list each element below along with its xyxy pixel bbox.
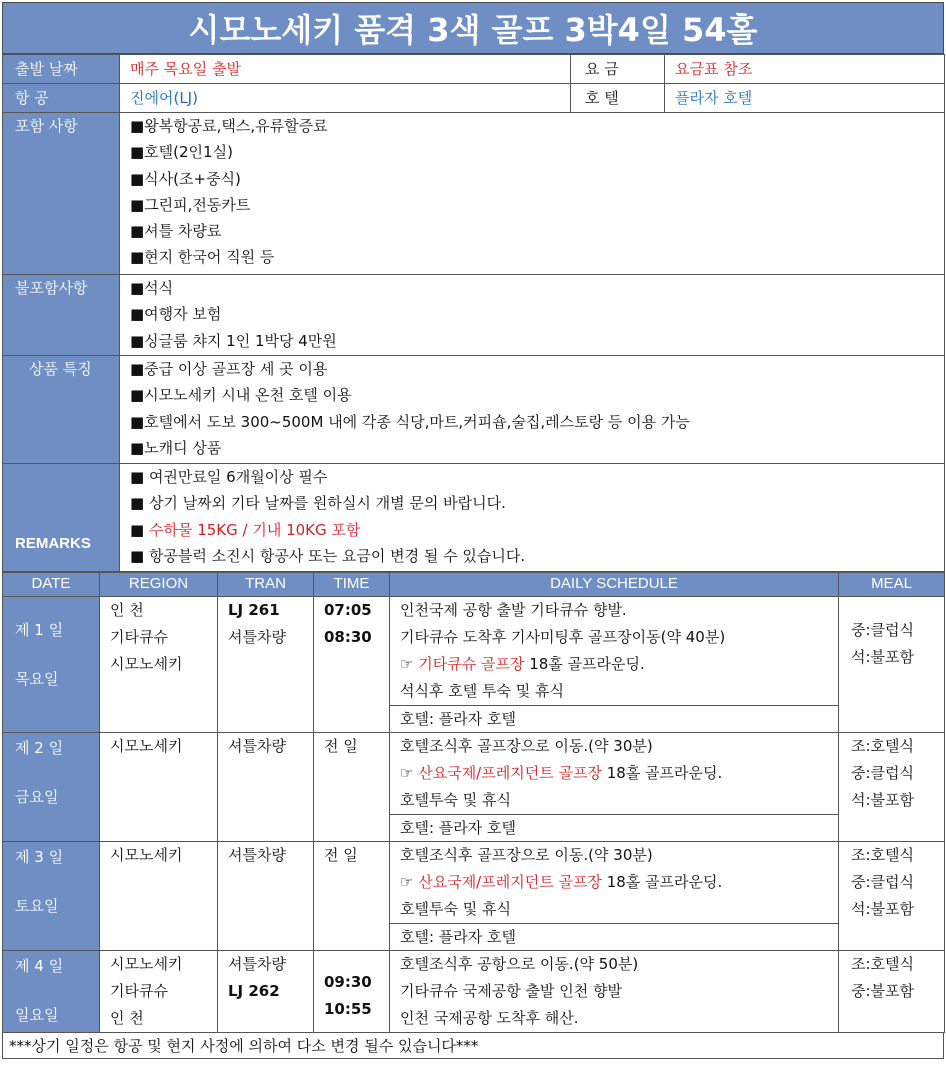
airline-value: 진에어(LJ) — [120, 84, 571, 113]
day1-tran — [218, 597, 314, 733]
day1-time — [314, 597, 390, 733]
time-line: 09:30 — [324, 973, 372, 991]
time-line: 08:30 — [324, 628, 372, 646]
region-line: 시모노세키 — [110, 955, 183, 973]
day3-schedule — [390, 842, 839, 951]
col-region: REGION — [100, 573, 218, 597]
day4-region — [100, 951, 218, 1033]
golf-line — [390, 651, 838, 678]
excluded-item: ■석식 — [130, 279, 174, 297]
hotel-line: 호텔: 플라자 호텔 — [390, 923, 838, 950]
included-label: 포함 사항 — [3, 113, 120, 275]
region-line: 시모노세키 — [110, 655, 183, 673]
included-item: ■셔틀 차량료 — [130, 222, 222, 241]
schedule-row-day3 — [3, 842, 945, 951]
region-line: 기타큐슈 — [110, 982, 168, 1000]
day4-tran — [218, 951, 314, 1033]
region-line: 시모노세키 — [110, 737, 183, 755]
golf-course: 산요국제/프레지던트 골프장 — [418, 764, 602, 782]
included-list — [120, 113, 945, 275]
included-item: ■식사(조+중식) — [130, 169, 241, 188]
region-line: 기타큐슈 — [110, 628, 168, 646]
schedule-header — [3, 573, 945, 597]
day2-tran — [218, 733, 314, 842]
time-line: 전 일 — [324, 846, 358, 864]
schedule-line: 기타큐슈 국제공항 출발 인천 향발 — [400, 982, 622, 1000]
day1-region — [100, 597, 218, 733]
schedule-table — [2, 572, 945, 1033]
col-tran: TRAN — [218, 573, 314, 597]
remark-item: ■ 항공블럭 소진시 항공사 또는 요금이 변경 될 수 있습니다. — [130, 546, 526, 565]
fee-value: 요금표 참조 — [665, 55, 945, 84]
day3-cell — [3, 842, 100, 951]
schedule-row-day4 — [3, 951, 945, 1033]
feature-item: ■호텔에서 도보 300~500M 내에 각종 식당,마트,커피숍,술집,레스토랑 등 이용 가능 — [130, 412, 690, 431]
golf-rounds: 18홀 골프라운딩. — [601, 873, 723, 891]
day3-weekday: 토요일 — [15, 897, 59, 915]
day2-meal — [839, 733, 945, 842]
meal-line: 석:불포함 — [851, 648, 915, 666]
itinerary-page — [2, 2, 944, 1059]
day4-cell — [3, 951, 100, 1033]
schedule-line: 석식후 호텔 투숙 및 휴식 — [400, 682, 564, 700]
meal-line: 중:클럽식 — [851, 621, 915, 639]
golf-line — [390, 760, 838, 787]
golf-course: 산요국제/프레지던트 골프장 — [418, 873, 602, 891]
schedule-line: 기타큐슈 도착후 기사미팅후 골프장이동(약 40분) — [400, 628, 726, 646]
features-list — [120, 356, 945, 464]
day1-cell — [3, 597, 100, 733]
schedule-row-day1 — [3, 597, 945, 733]
hotel-value: 플라자 호텔 — [665, 84, 945, 113]
schedule-line: 호텔조식후 공항으로 이동.(약 50분) — [400, 955, 639, 973]
day4-schedule — [390, 951, 839, 1033]
day3-label: 제 3 일 — [15, 848, 64, 866]
excluded-list — [120, 275, 945, 356]
transport: 셔틀차량 — [228, 955, 286, 973]
schedule-line: 호텔투숙 및 휴식 — [400, 900, 511, 918]
day4-meal — [839, 951, 945, 1033]
included-item: ■호텔(2인1실) — [130, 143, 233, 162]
golf-rounds: 18홀 골프라운딩. — [601, 764, 723, 782]
pointing-hand-icon: ☞ — [400, 764, 419, 782]
flight-number: LJ 261 — [228, 601, 280, 619]
golf-course: 기타큐슈 골프장 — [418, 655, 525, 673]
feature-item: ■중급 이상 골프장 세 곳 이용 — [130, 360, 328, 378]
col-date: DATE — [3, 573, 100, 597]
remark-bullet: ■ — [130, 520, 149, 539]
excluded-item: ■여행자 보험 — [130, 305, 222, 324]
meal-line: 중:클럽식 — [851, 873, 915, 891]
footer-notice: ***상기 일정은 항공 및 현지 사정에 의하여 다소 변경 될수 있습니다*** — [2, 1033, 944, 1059]
golf-line — [390, 869, 838, 896]
day2-cell — [3, 733, 100, 842]
page-title: 시모노세키 품격 3색 골프 3박4일 54홀 — [2, 2, 944, 54]
day3-meal — [839, 842, 945, 951]
included-item: ■현지 한국어 직원 등 — [130, 248, 275, 267]
airline-label: 항 공 — [3, 84, 120, 113]
day4-weekday: 일요일 — [15, 1006, 59, 1024]
schedule-line: 호텔조식후 골프장으로 이동.(약 30분) — [400, 737, 653, 755]
day1-label: 제 1 일 — [15, 621, 64, 639]
col-daily-schedule: DAILY SCHEDULE — [390, 573, 839, 597]
schedule-line: 인천 국제공항 도착후 해산. — [400, 1009, 579, 1027]
col-meal: MEAL — [839, 573, 945, 597]
excluded-label: 불포함사항 — [3, 275, 120, 356]
depart-value: 매주 목요일 출발 — [120, 55, 571, 84]
meal-line: 조:호텔식 — [851, 737, 915, 755]
hotel-line: 호텔: 플라자 호텔 — [390, 814, 838, 841]
hotel-label: 호 텔 — [571, 84, 665, 113]
day4-label: 제 4 일 — [15, 957, 64, 975]
region-line: 인 천 — [110, 1009, 144, 1027]
remark-item-baggage — [130, 517, 934, 543]
depart-label: 출발 날짜 — [3, 55, 120, 84]
transport: 셔틀차량 — [228, 737, 286, 755]
info-table — [2, 54, 945, 572]
meal-line: 중:클럽식 — [851, 764, 915, 782]
pointing-hand-icon: ☞ — [400, 873, 419, 891]
day3-tran — [218, 842, 314, 951]
baggage-note: 수하물 15KG / 기내 10KG 포함 — [148, 520, 361, 539]
region-line: 인 천 — [110, 601, 144, 619]
time-line: 10:55 — [324, 1000, 372, 1018]
col-time: TIME — [314, 573, 390, 597]
included-item: ■그린피,전동카트 — [130, 195, 251, 214]
schedule-row-day2 — [3, 733, 945, 842]
day3-region — [100, 842, 218, 951]
included-item: ■왕복항공료,택스,유류할증료 — [130, 117, 328, 135]
fee-label: 요 금 — [571, 55, 665, 84]
feature-item: ■노캐디 상품 — [130, 438, 222, 457]
features-label: 상품 특징 — [3, 356, 120, 464]
feature-item: ■시모노세키 시내 온천 호텔 이용 — [130, 386, 352, 405]
day1-meal — [839, 597, 945, 733]
schedule-line: 인천국제 공항 출발 기타큐슈 향발. — [400, 601, 627, 619]
day2-region — [100, 733, 218, 842]
schedule-line: 호텔조식후 골프장으로 이동.(약 30분) — [400, 846, 653, 864]
schedule-line: 호텔투숙 및 휴식 — [400, 791, 511, 809]
excluded-item: ■싱글룸 챠지 1인 1박당 4만원 — [130, 331, 337, 350]
time-line: 전 일 — [324, 737, 358, 755]
meal-line: 조:호텔식 — [851, 955, 915, 973]
meal-line: 중:불포함 — [851, 982, 915, 1000]
hotel-line: 호텔: 플라자 호텔 — [390, 705, 838, 732]
transport: 셔틀차량 — [228, 846, 286, 864]
time-line: 07:05 — [324, 601, 372, 619]
remarks-list — [120, 464, 945, 572]
remark-item: ■ 여권만료일 6개월이상 필수 — [130, 468, 328, 486]
flight-number: LJ 262 — [228, 982, 280, 1000]
remark-item: ■ 상기 날짜외 기타 날짜를 원하실시 개별 문의 바랍니다. — [130, 494, 506, 513]
day3-time — [314, 842, 390, 951]
day2-time — [314, 733, 390, 842]
day1-weekday: 목요일 — [15, 670, 59, 688]
day1-schedule — [390, 597, 839, 733]
remarks-label: REMARKS — [3, 464, 120, 572]
day2-label: 제 2 일 — [15, 739, 64, 757]
day2-weekday: 금요일 — [15, 788, 59, 806]
pointing-hand-icon: ☞ — [400, 655, 419, 673]
day4-time — [314, 951, 390, 1033]
meal-line: 석:불포함 — [851, 791, 915, 809]
meal-line: 조:호텔식 — [851, 846, 915, 864]
region-line: 시모노세키 — [110, 846, 183, 864]
golf-rounds: 18홀 골프라운딩. — [524, 655, 645, 673]
transport: 셔틀차량 — [228, 628, 286, 646]
meal-line: 석:불포함 — [851, 900, 915, 918]
day2-schedule — [390, 733, 839, 842]
